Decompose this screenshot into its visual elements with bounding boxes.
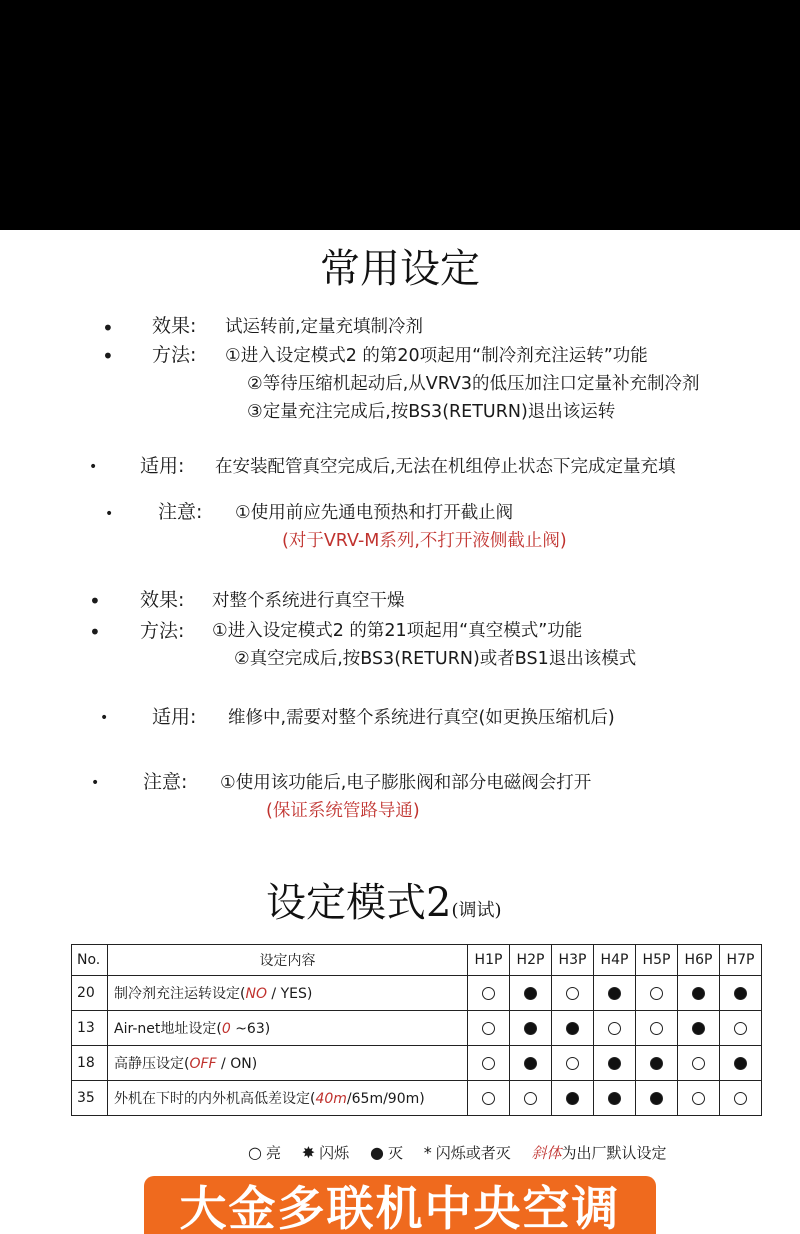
row-number: 18 bbox=[72, 1046, 108, 1081]
header-h4p: H4P bbox=[594, 945, 636, 976]
legend-blink-text: 闪烁 bbox=[319, 1144, 350, 1162]
table-row bbox=[72, 1081, 762, 1116]
legend-default-text: 为出厂默认设定 bbox=[561, 1144, 667, 1162]
content-text: / YES) bbox=[266, 986, 313, 1002]
legend-on-text: 亮 bbox=[265, 1144, 281, 1162]
header-h6p: H6P bbox=[678, 945, 720, 976]
led-h5p bbox=[650, 987, 663, 1000]
default-value: OFF bbox=[189, 1056, 217, 1072]
note-red-1: (对于VRV-M系列,不打开液侧截止阀) bbox=[282, 531, 567, 551]
mode-title-paren: (调试) bbox=[451, 900, 502, 921]
bullet: • bbox=[91, 775, 100, 791]
bullet: • bbox=[89, 459, 98, 475]
led-h7p bbox=[734, 1022, 747, 1035]
bullet: • bbox=[100, 710, 109, 726]
row-content bbox=[108, 1046, 468, 1081]
default-value: 40m bbox=[315, 1091, 347, 1107]
setting-mode-table bbox=[71, 944, 762, 1116]
led-h4p bbox=[608, 1057, 621, 1070]
led-h5p bbox=[650, 1022, 663, 1035]
black-header-band bbox=[0, 0, 800, 230]
table-row bbox=[72, 976, 762, 1011]
content-text: ~63) bbox=[230, 1021, 271, 1037]
content-text: 高静压设定( bbox=[114, 1056, 190, 1072]
led-h3p bbox=[566, 987, 579, 1000]
content-text: /65m/90m) bbox=[346, 1091, 425, 1107]
note-red-2: (保证系统管路导通) bbox=[266, 801, 420, 821]
led-h3p bbox=[566, 1022, 579, 1035]
led-off-icon: ● bbox=[369, 1143, 384, 1162]
row-content bbox=[108, 976, 468, 1011]
effect-label-1: 效果: bbox=[152, 315, 197, 337]
row-number: 13 bbox=[72, 1011, 108, 1046]
effect-label-2: 效果: bbox=[140, 589, 185, 611]
method-step-1-3: ③定量充注完成后,按BS3(RETURN)退出该运转 bbox=[247, 402, 616, 422]
led-on-icon: ○ bbox=[248, 1143, 262, 1162]
header-h3p: H3P bbox=[552, 945, 594, 976]
led-h6p bbox=[692, 1057, 705, 1070]
table-row bbox=[72, 1011, 762, 1046]
bullet: • bbox=[105, 506, 114, 522]
led-h3p bbox=[566, 1057, 579, 1070]
default-value: NO bbox=[245, 986, 267, 1002]
apply-text-2: 维修中,需要对整个系统进行真空(如更换压缩机后) bbox=[228, 708, 615, 728]
led-h2p bbox=[524, 1092, 537, 1105]
led-h5p bbox=[650, 1092, 663, 1105]
led-blink-icon: ✸ bbox=[301, 1143, 316, 1162]
led-h3p bbox=[566, 1092, 579, 1105]
led-h7p bbox=[734, 1092, 747, 1105]
led-h4p bbox=[608, 1092, 621, 1105]
mode-title-main: 设定模式2 bbox=[266, 880, 452, 926]
effect-text-1: 试运转前,定量充填制冷剂 bbox=[225, 317, 424, 337]
row-content bbox=[108, 1011, 468, 1046]
led-h2p bbox=[524, 1057, 537, 1070]
row-number: 20 bbox=[72, 976, 108, 1011]
led-legend bbox=[248, 1142, 667, 1164]
header-content: 设定内容 bbox=[108, 945, 468, 976]
led-either-icon: * bbox=[423, 1143, 432, 1162]
header-h7p: H7P bbox=[720, 945, 762, 976]
method-step-1-2: ②等待压缩机起动后,从VRV3的低压加注口定量补充制冷剂 bbox=[247, 374, 700, 394]
led-h2p bbox=[524, 987, 537, 1000]
content-text: 制冷剂充注运转设定( bbox=[114, 986, 246, 1002]
header-h2p: H2P bbox=[510, 945, 552, 976]
led-h1p bbox=[482, 1092, 495, 1105]
apply-label-1: 适用: bbox=[140, 455, 185, 477]
led-h2p bbox=[524, 1022, 537, 1035]
led-h7p bbox=[734, 1057, 747, 1070]
apply-text-1: 在安装配管真空完成后,无法在机组停止状态下完成定量充填 bbox=[215, 457, 676, 477]
led-h7p bbox=[734, 987, 747, 1000]
method-label-1: 方法: bbox=[152, 344, 197, 366]
led-h1p bbox=[482, 1022, 495, 1035]
content-text: 外机在下时的内外机高低差设定( bbox=[114, 1091, 316, 1107]
method-step-2-2: ②真空完成后,按BS3(RETURN)或者BS1退出该模式 bbox=[234, 649, 637, 669]
apply-label-2: 适用: bbox=[152, 706, 197, 728]
table-row bbox=[72, 1046, 762, 1081]
led-h4p bbox=[608, 987, 621, 1000]
header-h1p: H1P bbox=[468, 945, 510, 976]
bullet: • bbox=[89, 589, 101, 613]
header-h5p: H5P bbox=[636, 945, 678, 976]
bullet: • bbox=[89, 620, 101, 644]
led-h4p bbox=[608, 1022, 621, 1035]
bullet: • bbox=[102, 344, 114, 368]
led-h5p bbox=[650, 1057, 663, 1070]
brand-banner bbox=[144, 1176, 656, 1234]
legend-either-text: 闪烁或者灭 bbox=[435, 1144, 511, 1162]
led-h1p bbox=[482, 987, 495, 1000]
led-h6p bbox=[692, 1022, 705, 1035]
default-value: 0 bbox=[221, 1021, 231, 1037]
note-label-1: 注意: bbox=[158, 501, 203, 523]
content-text: / ON) bbox=[216, 1056, 258, 1072]
method-step-1-1: ①进入设定模式2 的第20项起用“制冷剂充注运转”功能 bbox=[225, 346, 648, 366]
row-content bbox=[108, 1081, 468, 1116]
legend-off-text: 灭 bbox=[387, 1144, 403, 1162]
note-label-2: 注意: bbox=[143, 771, 188, 793]
mode-title bbox=[266, 876, 502, 938]
brand-banner-text: 大金多联机中央空调 bbox=[179, 1182, 621, 1234]
note-text-1: ①使用前应先通电预热和打开截止阀 bbox=[235, 503, 514, 523]
table-header-row bbox=[72, 945, 762, 976]
note-text-2: ①使用该功能后,电子膨胀阀和部分电磁阀会打开 bbox=[220, 773, 592, 793]
led-h6p bbox=[692, 1092, 705, 1105]
header-no: No. bbox=[72, 945, 108, 976]
content-text: Air-net地址设定( bbox=[114, 1021, 222, 1037]
bullet: • bbox=[102, 316, 114, 340]
method-label-2: 方法: bbox=[140, 620, 185, 642]
led-h1p bbox=[482, 1057, 495, 1070]
effect-text-2: 对整个系统进行真空干燥 bbox=[212, 591, 405, 611]
method-step-2-1: ①进入设定模式2 的第21项起用“真空模式”功能 bbox=[212, 621, 583, 641]
page-title: 常用设定 bbox=[320, 246, 480, 292]
row-number: 35 bbox=[72, 1081, 108, 1116]
led-h6p bbox=[692, 987, 705, 1000]
legend-italic-word: 斜体 bbox=[531, 1144, 562, 1162]
